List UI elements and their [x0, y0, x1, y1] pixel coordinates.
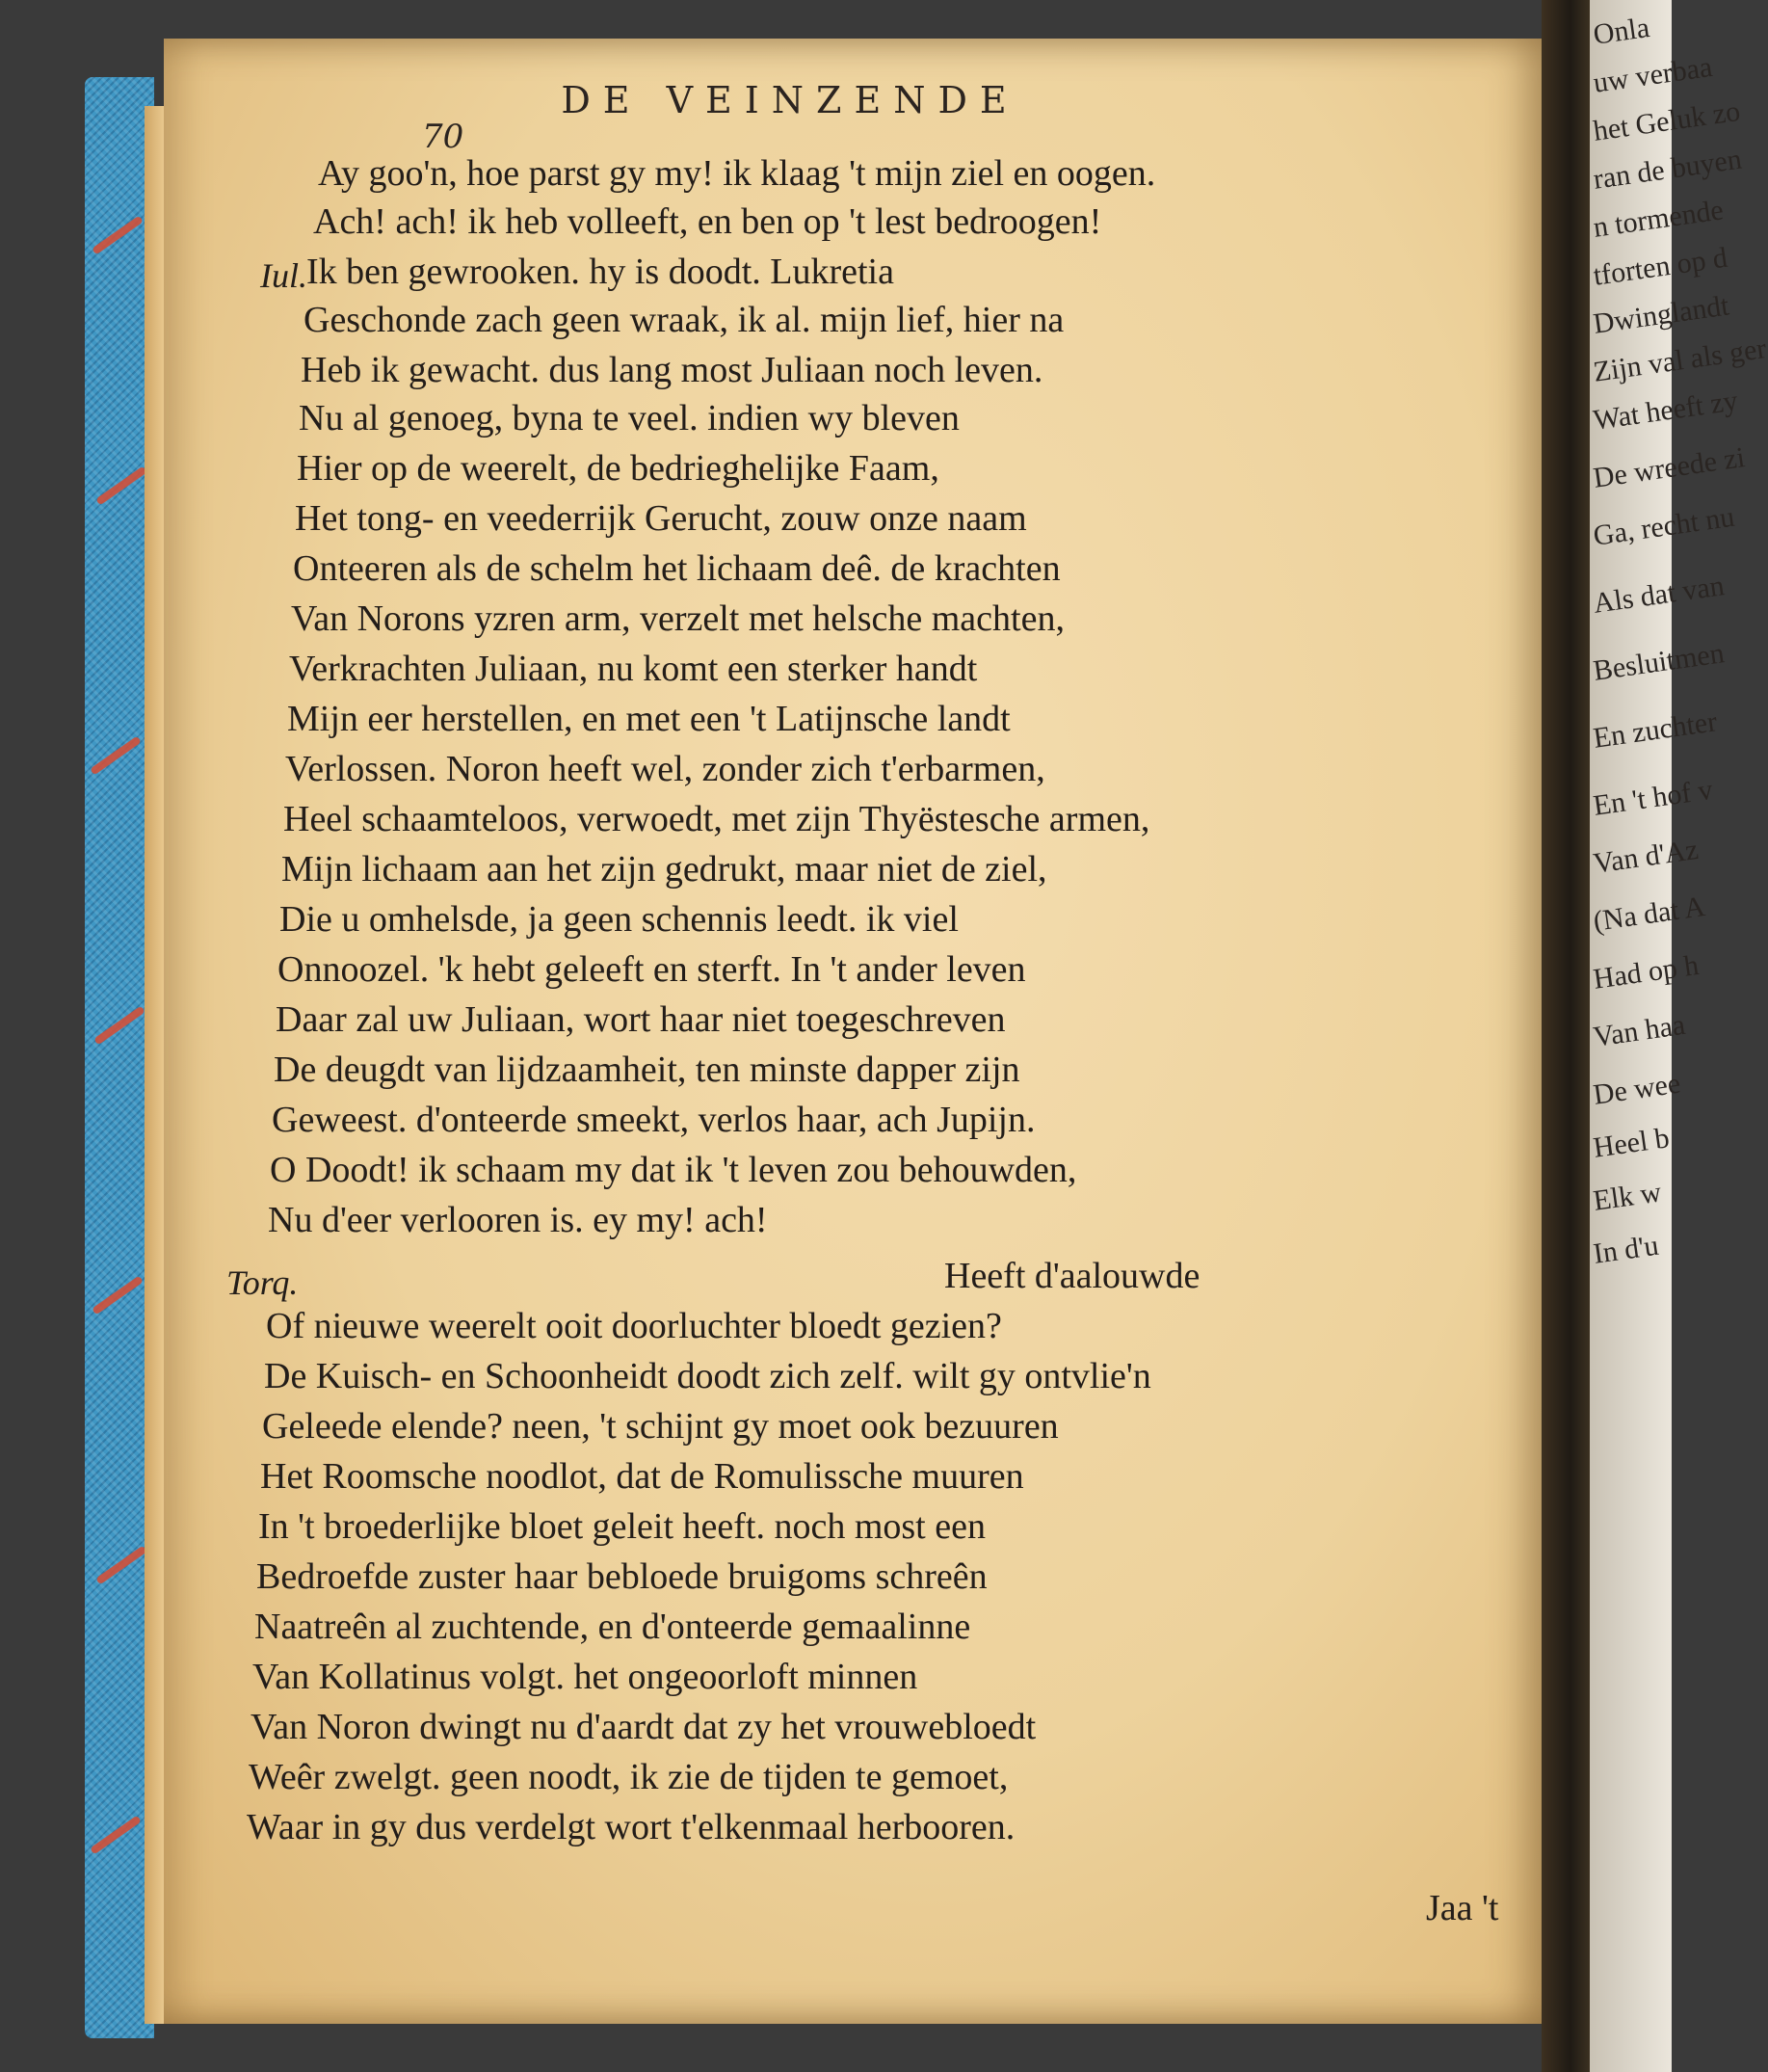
verse-line: Naatreên al zuchtende, en d'onteerde gemaalinne [254, 1607, 971, 1647]
facing-page-text: Onla [1591, 12, 1651, 51]
catchword: Jaa 't [1426, 1888, 1499, 1928]
verse-line: Van Kollatinus volgt. het ongeoorloft minnen [252, 1657, 918, 1697]
facing-page-text: De wee [1591, 1067, 1683, 1111]
facing-page [1590, 0, 1768, 2072]
verse-line: Mijn lichaam aan het zijn gedrukt, maar niet de ziel, [281, 849, 1047, 890]
facing-page-text: Heel b [1591, 1122, 1672, 1164]
facing-page-text: Had op h [1591, 948, 1702, 996]
verse-line: Geschonde zach geen wraak, ik al. mijn lief, hier na [303, 300, 1065, 340]
facing-page-text: tforten op d [1591, 241, 1729, 292]
facing-page-text: (Na dat A [1591, 890, 1707, 938]
verse-line: Ay goo'n, hoe parst gy my! ik klaag 't mijn ziel en oogen. [318, 153, 1156, 194]
marbled-streak [93, 1006, 145, 1046]
facing-page-text: het Geluk zo [1591, 94, 1743, 147]
facing-page-text: uw verbaa [1591, 50, 1715, 99]
verse-line: Mijn eer herstellen, en met een 't Latijnsche landt [287, 699, 1011, 739]
verse-line: Die u omhelsde, ja geen schennis leedt. ik viel [279, 899, 959, 940]
verse-line: Daar zal uw Juliaan, wort haar niet toegeschreven [276, 999, 1006, 1040]
page-number: 70 [422, 118, 464, 156]
marbled-streak [95, 466, 147, 506]
verse-line: Geweest. d'onteerde smeekt, verlos haar, ach Jupijn. [272, 1100, 1036, 1140]
facing-page-text: Van d'Az [1591, 833, 1701, 880]
verse-line: Van Norons yzren arm, verzelt met helsche machten, [291, 598, 1065, 639]
verse-line: De Kuisch- en Schoonheidt doodt zich zelf. wilt gy ontvlie'n [264, 1356, 1151, 1396]
facing-page-text: In d'u [1591, 1229, 1661, 1270]
facing-page-text: Ga, recht nu [1591, 500, 1737, 552]
verse-line: Heeft d'aalouwde [944, 1256, 1201, 1296]
speaker-label: Torq. [226, 1263, 299, 1302]
verse-line: Het Roomsche noodlot, dat de Romulissche muuren [260, 1456, 1024, 1497]
marbled-streak [90, 736, 142, 776]
facing-page-text: ran de buyen [1591, 143, 1744, 196]
marbled-streak [92, 1276, 144, 1315]
verse-line: Ik ben gewrooken. hy is doodt. Lukretia [306, 252, 894, 292]
verse-line: In 't broederlijke bloet geleit heeft. noch most een [258, 1506, 986, 1547]
verse-line: De deugdt van lijdzaamheit, ten minste dapper zijn [274, 1049, 1020, 1090]
facing-page-text: Zijn val als ger [1591, 332, 1768, 388]
verse-line: Heel schaamteloos, verwoedt, met zijn Thyëstesche armen, [283, 799, 1150, 839]
facing-page-text: Van haa [1591, 1008, 1688, 1053]
facing-page-text: En 't hof v [1591, 773, 1715, 822]
running-head: DE VEINZENDE [561, 79, 1019, 121]
book-page [164, 39, 1556, 2024]
verse-line: Van Noron dwingt nu d'aardt dat zy het vrouwebloedt [251, 1707, 1037, 1747]
speaker-label: Iul. [260, 256, 307, 295]
facing-page-text: De wreede zi [1591, 441, 1747, 494]
facing-page-text: Wat heeft zy [1591, 385, 1740, 437]
marbled-streak [92, 216, 144, 255]
marbled-streak [95, 1546, 147, 1585]
verse-line: Of nieuwe weerelt ooit doorluchter bloedt gezien? [266, 1306, 1002, 1346]
facing-page-text: En zuchter [1591, 705, 1720, 755]
verse-line: O Doodt! ik schaam my dat ik 't leven zou behouwden, [270, 1150, 1077, 1190]
verse-line: Heb ik gewacht. dus lang most Juliaan noch leven. [301, 350, 1043, 390]
facing-page-text: Besluitmen [1591, 637, 1727, 687]
facing-page-text: n tormende [1591, 194, 1726, 244]
verse-line: Hier op de weerelt, de bedrieghelijke Faam, [297, 448, 939, 489]
facing-page-text: Dwinglandt [1591, 289, 1731, 340]
verse-line: Verkrachten Juliaan, nu komt een sterker handt [289, 649, 978, 689]
verse-line: Het tong- en veederrijk Gerucht, zouw onze naam [295, 498, 1027, 539]
verse-line: Onteeren als de schelm het lichaam deê. de krachten [293, 548, 1061, 589]
verse-line: Bedroefde zuster haar bebloede bruigoms schreên [256, 1556, 988, 1597]
facing-page-text: Elk w [1591, 1176, 1664, 1217]
verse-line: Waar in gy dus verdelgt wort t'elkenmaal herbooren. [247, 1807, 1016, 1847]
verse-line: Ach! ach! ik heb volleeft, en ben op 't lest bedroogen! [313, 201, 1102, 242]
verse-line: Onnoozel. 'k hebt geleeft en sterft. In 't ander leven [277, 949, 1026, 990]
facing-page-text: Als dat van [1591, 570, 1727, 620]
marbled-streak [90, 1816, 142, 1855]
verse-line: Weêr zwelgt. geen noodt, ik zie de tijden te gemoet, [249, 1757, 1009, 1797]
verse-line: Nu al genoeg, byna te veel. indien wy bleven [299, 398, 960, 438]
verse-line: Nu d'eer verlooren is. ey my! ach! [268, 1200, 768, 1240]
verse-line: Geleede elende? neen, 't schijnt gy moet ook bezuuren [262, 1406, 1059, 1447]
verse-line: Verlossen. Noron heeft wel, zonder zich t'erbarmen, [285, 749, 1045, 789]
